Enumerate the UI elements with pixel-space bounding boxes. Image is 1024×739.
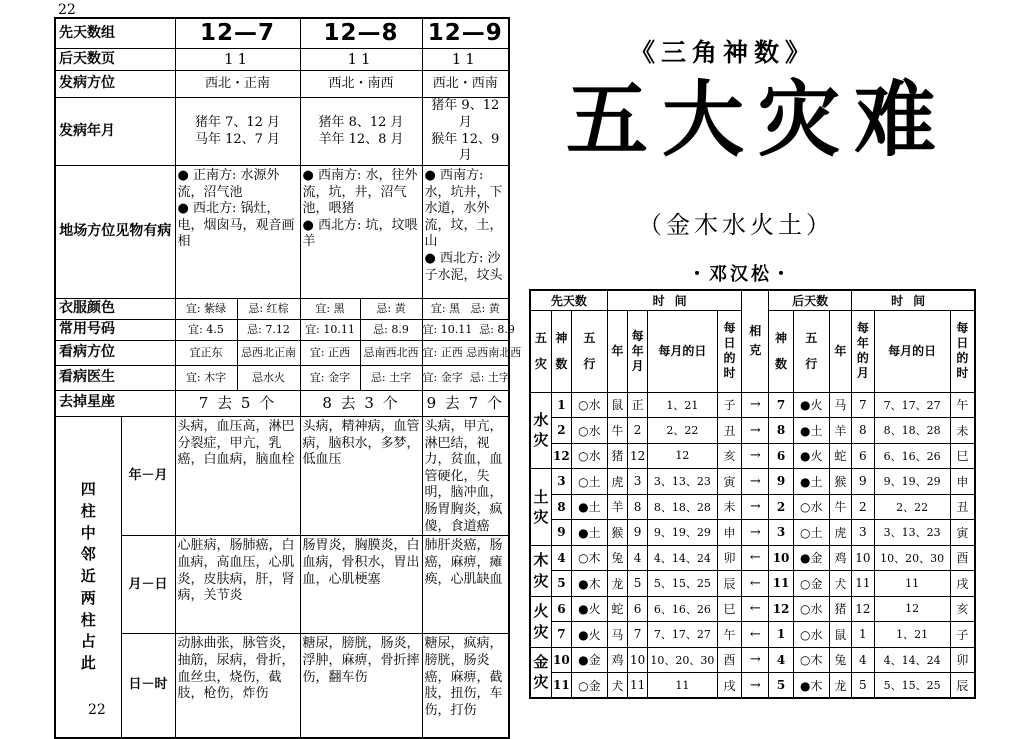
- cell-ri2: 5、15、25: [874, 673, 950, 699]
- page-value: 11: [300, 49, 422, 71]
- cell-zodiac: 猴: [607, 520, 627, 546]
- cell-shi: 寅: [717, 469, 742, 495]
- cell-wx: ○水: [571, 443, 607, 469]
- cell-yue: 2: [628, 418, 648, 444]
- color-value: [422, 298, 509, 319]
- site-line: ● 西南方: 水，往外流，坑，井，沼气池，喂猪: [302, 167, 418, 217]
- site-line: ● 西南方: 水，坑井，下水道，水外流，坟，土，山: [424, 167, 503, 250]
- cell-shi2: 卯: [950, 647, 975, 673]
- number-bad: 忌: 8.9: [479, 322, 515, 336]
- header-wuxing2: 五行: [793, 310, 829, 392]
- table-row: [530, 520, 975, 546]
- cell-yue2: 9: [852, 469, 874, 495]
- label-color: 衣服颜色: [55, 298, 175, 319]
- header-meiyuedi2: 每月的日: [874, 310, 950, 392]
- table-row: [530, 647, 975, 673]
- cell-ri2: 6、16、26: [874, 443, 950, 469]
- cell-n: 5: [551, 571, 571, 597]
- visit-good: 宜正东: [175, 340, 237, 365]
- cell-wx2: ○木: [793, 647, 829, 673]
- header-wuxing: 五行: [571, 310, 607, 392]
- years-value: [175, 98, 300, 166]
- header-time2: 时间: [852, 290, 975, 310]
- header-meiridi: 每日的时: [717, 310, 742, 392]
- cell-wx2: ●金: [793, 545, 829, 571]
- cell-shi: 丑: [717, 418, 742, 444]
- disaster-group-label: 土灾: [530, 469, 551, 546]
- label-day-hour: 日－时: [121, 634, 175, 738]
- cell-zodiac: 羊: [607, 494, 627, 520]
- group-value: 12—7: [175, 18, 300, 49]
- cell-ri: 8、18、28: [648, 494, 717, 520]
- cell-n2: 8: [769, 418, 794, 444]
- visit-bad: 忌西南北西: [466, 345, 522, 359]
- cell-yue: 正: [628, 392, 648, 418]
- color-good: 宜: 黑: [300, 298, 360, 319]
- year-line: 猪年 8、12 月: [318, 115, 404, 131]
- doctor-value: [422, 365, 509, 390]
- doctor-bad: 忌: 土字: [469, 370, 510, 384]
- table-row: [530, 622, 975, 648]
- cell-wx2: ○土: [793, 520, 829, 546]
- cell-ke: →: [742, 418, 769, 444]
- table-row: [530, 545, 975, 571]
- table-row: [530, 418, 975, 444]
- header-meiyuedi: 每月的日: [648, 310, 717, 392]
- visit-bad: 忌西北正南: [237, 340, 300, 365]
- cell-yue: 4: [628, 545, 648, 571]
- header-meinianyue2: 每年的月: [852, 310, 874, 392]
- cell-shi2: 午: [950, 392, 975, 418]
- cell-wx: ○水: [571, 418, 607, 444]
- cell-shi: 午: [717, 622, 742, 648]
- table-row: [530, 596, 975, 622]
- cell-zodiac: 兔: [607, 545, 627, 571]
- cell-wx2: ○水: [793, 596, 829, 622]
- cell-ri2: 12: [874, 596, 950, 622]
- cell-wx2: ○水: [793, 494, 829, 520]
- cell-n2: 7: [769, 392, 794, 418]
- cell-yue: 8: [628, 494, 648, 520]
- cell-zodiac2: 鸡: [829, 545, 851, 571]
- cell-yue2: 2: [852, 494, 874, 520]
- cell-n2: 11: [769, 571, 794, 597]
- cell-wx: ○水: [571, 392, 607, 418]
- cell-shi2: 丑: [950, 494, 975, 520]
- cell-ke: ←: [742, 622, 769, 648]
- cell-wx: ●火: [571, 596, 607, 622]
- visit-good: 宜: 正西: [300, 340, 360, 365]
- disease-day-hour: 动脉曲张，脉管炎，抽筋，尿病，骨折，血丝虫，烧伤，截肢，枪伤，炸伤: [175, 634, 300, 738]
- subtitle: （金木水火土）: [638, 211, 834, 239]
- disease-month-day: 心脏病，肠肺癌，白血病，高血压，心肌炎，皮肤病，肝，肾病，关节炎: [175, 536, 300, 634]
- number-bad: 忌: 7.12: [237, 319, 300, 340]
- page-number-top: 22: [58, 2, 76, 18]
- color-bad: 忌: 黄: [470, 301, 500, 315]
- header-houtian: 后天数: [769, 290, 852, 310]
- cell-n2: 4: [769, 647, 794, 673]
- doctor-good: 宜: 金字: [300, 365, 360, 390]
- color-good: 宜: 紫绿: [175, 298, 237, 319]
- number-good: 宜: 10.11: [300, 319, 360, 340]
- cell-yue2: 6: [852, 443, 874, 469]
- number-good: 宜: 4.5: [175, 319, 237, 340]
- direction-value: 西北・西南: [422, 71, 509, 98]
- cell-n: 4: [551, 545, 571, 571]
- cell-ri: 7、17、27: [648, 622, 717, 648]
- year-line: 猴年 12、9 月: [431, 131, 500, 164]
- cell-wx2: ○水: [793, 622, 829, 648]
- label-site: 地场方位见物有病: [55, 165, 175, 298]
- cell-n2: 6: [769, 443, 794, 469]
- table-row: [530, 673, 975, 699]
- doctor-good: 宜: 木字: [175, 365, 237, 390]
- disease-month-day: 肠胃炎，胸膜炎，白血病，骨积水，胃出血，心肌梗塞: [300, 536, 422, 634]
- cell-ke: →: [742, 469, 769, 495]
- cell-zodiac2: 鼠: [829, 622, 851, 648]
- cell-ri2: 1、21: [874, 622, 950, 648]
- disease-year-month: 头病，甲亢，淋巴结，视力，贫血，血管硬化，失明，脑冲血，肠胃胸炎，疯傻，食道癌: [422, 416, 509, 535]
- cell-wx: ○木: [571, 545, 607, 571]
- cell-wx: ●火: [571, 622, 607, 648]
- disaster-group-label: 水灾: [530, 392, 551, 469]
- cell-yue2: 12: [852, 596, 874, 622]
- cell-n2: 3: [769, 520, 794, 546]
- visit-good: 宜: 正西: [422, 345, 463, 359]
- cell-n: 3: [551, 469, 571, 495]
- header-shen: 神数: [551, 310, 571, 392]
- cell-shi2: 申: [950, 469, 975, 495]
- label-four-pillars: 四柱中邻近两柱占此: [55, 416, 121, 737]
- cell-zodiac2: 牛: [829, 494, 851, 520]
- direction-value: 西北・正南: [175, 71, 300, 98]
- cell-wx: ●金: [571, 647, 607, 673]
- color-bad: 忌: 黄: [360, 298, 422, 319]
- label-month-day: 月－日: [121, 536, 175, 634]
- year-line: 猪年 9、12 月: [431, 98, 500, 131]
- cell-ri: 9、19、29: [648, 520, 717, 546]
- cell-zodiac: 鼠: [607, 392, 627, 418]
- cell-wx2: ●火: [793, 443, 829, 469]
- cell-ke: →: [742, 443, 769, 469]
- site-line: ● 西北方: 沙子水泥，坟头: [424, 251, 503, 283]
- cell-shi: 卯: [717, 545, 742, 571]
- table-row: [530, 469, 975, 495]
- cell-shi: 辰: [717, 571, 742, 597]
- color-bad: 忌: 红棕: [237, 298, 300, 319]
- cell-yue2: 11: [852, 571, 874, 597]
- disaster-group-label: 火灾: [530, 596, 551, 647]
- cell-shi2: 未: [950, 418, 975, 444]
- cell-n: 8: [551, 494, 571, 520]
- cell-wx2: ●土: [793, 469, 829, 495]
- cell-ri2: 8、18、28: [874, 418, 950, 444]
- star-value: 7 去 5 个: [175, 390, 300, 416]
- cell-shi: 申: [717, 520, 742, 546]
- cell-ri2: 4、14、24: [874, 647, 950, 673]
- cell-zodiac: 虎: [607, 469, 627, 495]
- cell-yue2: 10: [852, 545, 874, 571]
- cell-ke: ←: [742, 571, 769, 597]
- doctor-good: 宜: 金字: [422, 370, 463, 384]
- header-meiridi2: 每日的时: [950, 310, 975, 392]
- page-value: 11: [175, 49, 300, 71]
- cell-zodiac2: 犬: [829, 571, 851, 597]
- cell-zodiac: 蛇: [607, 596, 627, 622]
- cell-shi: 亥: [717, 443, 742, 469]
- cell-n2: 12: [769, 596, 794, 622]
- label-number: 常用号码: [55, 319, 175, 340]
- cell-zodiac: 马: [607, 622, 627, 648]
- cell-ri2: 3、13、23: [874, 520, 950, 546]
- cell-zodiac: 犬: [607, 673, 627, 699]
- star-value: 8 去 3 个: [300, 390, 422, 416]
- cell-shi2: 酉: [950, 545, 975, 571]
- cell-yue: 7: [628, 622, 648, 648]
- cell-wx: ○金: [571, 673, 607, 699]
- cell-wx2: ●土: [793, 418, 829, 444]
- label-years: 发病年月: [55, 98, 175, 166]
- site-value: [175, 165, 300, 298]
- cell-shi2: 寅: [950, 520, 975, 546]
- site-line: ● 西北方: 坑，坟喂羊: [302, 217, 418, 250]
- label-year-month: 年－月: [121, 416, 175, 535]
- group-value: 12—8: [300, 18, 422, 49]
- group-value: 12—9: [422, 18, 509, 49]
- header-nian2: 年: [829, 310, 851, 392]
- cell-yue: 6: [628, 596, 648, 622]
- cell-yue2: 8: [852, 418, 874, 444]
- disease-month-day: 肺肝炎癌，肠癌，麻痹，瘫痪，心肌缺血: [422, 536, 509, 634]
- page-value: 11: [422, 49, 509, 71]
- cell-ri: 5、15、25: [648, 571, 717, 597]
- cell-yue2: 5: [852, 673, 874, 699]
- cell-ri: 1、21: [648, 392, 717, 418]
- cell-yue2: 4: [852, 647, 874, 673]
- disease-day-hour: 糖尿，膀胱，肠炎，浮肿，麻痹，骨折摔伤，翻车伤: [300, 634, 422, 738]
- cell-ke: →: [742, 520, 769, 546]
- site-line: ● 正南方: 水源外流，沼气池: [177, 167, 280, 200]
- site-line: ● 西北方: 锅灶，电，烟囱马，观音画相: [177, 201, 295, 250]
- cell-zodiac2: 猴: [829, 469, 851, 495]
- disaster-table: [529, 289, 976, 699]
- cell-yue2: 7: [852, 392, 874, 418]
- label-visit: 看病方位: [55, 340, 175, 365]
- cell-zodiac: 龙: [607, 571, 627, 597]
- header-xiantian: 先天数: [530, 290, 607, 310]
- cell-shi: 子: [717, 392, 742, 418]
- cell-ri: 6、16、26: [648, 596, 717, 622]
- cell-shi2: 巳: [950, 443, 975, 469]
- cell-n: 6: [551, 596, 571, 622]
- number-bad: 忌: 8.9: [360, 319, 422, 340]
- cell-shi2: 子: [950, 622, 975, 648]
- disease-year-month: 头病，精神病，血管病，脑积水，多梦，低血压: [300, 416, 422, 535]
- cell-ri: 2、22: [648, 418, 717, 444]
- cell-zodiac2: 羊: [829, 418, 851, 444]
- page-number-bottom: 22: [88, 702, 106, 718]
- visit-value: [422, 340, 522, 365]
- years-value: [422, 98, 509, 166]
- cell-n2: 5: [769, 673, 794, 699]
- disease-year-month: 头病，血压高，淋巴分裂症，甲亢，乳癌，白血病，脑血栓: [175, 416, 300, 535]
- header-nian: 年: [607, 310, 627, 392]
- table-row: [530, 494, 975, 520]
- table-row: [530, 443, 975, 469]
- doctor-bad: 忌: 土字: [360, 365, 422, 390]
- cell-shi2: 戌: [950, 571, 975, 597]
- cell-zodiac2: 蛇: [829, 443, 851, 469]
- cell-ri: 12: [648, 443, 717, 469]
- header-shen2: 神数: [769, 310, 794, 392]
- cell-zodiac2: 龙: [829, 673, 851, 699]
- header-zai: 五灾: [530, 310, 551, 392]
- cell-yue: 12: [628, 443, 648, 469]
- disease-day-hour: 糖尿，疯病，膀胱，肠炎癌，麻痹，截肢，扭伤，车伤，打伤: [422, 634, 509, 738]
- cell-n2: 9: [769, 469, 794, 495]
- cell-shi: 戌: [717, 673, 742, 699]
- cell-yue: 3: [628, 469, 648, 495]
- cell-n: 1: [551, 392, 571, 418]
- cell-shi: 巳: [717, 596, 742, 622]
- main-title: 五大灾难: [565, 73, 950, 168]
- cell-n2: 1: [769, 622, 794, 648]
- number-good: 宜: 10.11: [422, 322, 473, 336]
- doctor-bad: 忌水火: [237, 365, 300, 390]
- cell-zodiac: 牛: [607, 418, 627, 444]
- cell-shi: 酉: [717, 647, 742, 673]
- cell-n: 7: [551, 622, 571, 648]
- cell-wx: ●土: [571, 520, 607, 546]
- author: ・邓汉松・: [688, 264, 793, 285]
- table-row: [530, 392, 975, 418]
- cell-yue2: 1: [852, 622, 874, 648]
- cell-yue2: 3: [852, 520, 874, 546]
- cell-wx2: ○金: [793, 571, 829, 597]
- label-page: 后天数页: [55, 49, 175, 71]
- cell-yue: 11: [628, 673, 648, 699]
- cell-wx: ●木: [571, 571, 607, 597]
- label-group: 先天数组: [55, 18, 175, 49]
- cell-yue: 9: [628, 520, 648, 546]
- cell-wx: ○土: [571, 469, 607, 495]
- year-line: 猪年 7、12 月: [194, 115, 281, 131]
- cell-ri2: 9、19、29: [874, 469, 950, 495]
- label-star: 去掉星座: [55, 390, 175, 416]
- cell-ri2: 7、17、27: [874, 392, 950, 418]
- cell-zodiac2: 马: [829, 392, 851, 418]
- cell-n: 10: [551, 647, 571, 673]
- header-meinianyue: 每年月: [628, 310, 648, 392]
- cell-ke: →: [742, 647, 769, 673]
- cell-ke: ←: [742, 545, 769, 571]
- cell-ri: 3、13、23: [648, 469, 717, 495]
- cell-n: 12: [551, 443, 571, 469]
- series-title: 《三角神数》: [630, 38, 817, 67]
- year-line: 羊年 12、8 月: [318, 131, 404, 147]
- cell-n2: 10: [769, 545, 794, 571]
- cell-n: 2: [551, 418, 571, 444]
- cell-shi: 未: [717, 494, 742, 520]
- cell-ke: →: [742, 494, 769, 520]
- label-doctor: 看病医生: [55, 365, 175, 390]
- cell-yue: 10: [628, 647, 648, 673]
- cell-zodiac2: 兔: [829, 647, 851, 673]
- cell-ri2: 2、22: [874, 494, 950, 520]
- cell-n2: 2: [769, 494, 794, 520]
- color-good: 宜: 黑: [430, 301, 461, 315]
- cell-zodiac: 猪: [607, 443, 627, 469]
- site-value: [300, 165, 422, 298]
- cell-ri2: 10、20、30: [874, 545, 950, 571]
- table-row: [530, 571, 975, 597]
- cell-shi2: 亥: [950, 596, 975, 622]
- cell-ke: ←: [742, 596, 769, 622]
- cell-yue: 5: [628, 571, 648, 597]
- cell-n: 11: [551, 673, 571, 699]
- cell-ri2: 11: [874, 571, 950, 597]
- star-value: 9 去 7 个: [422, 390, 509, 416]
- cell-wx: ●土: [571, 494, 607, 520]
- years-value: [300, 98, 422, 166]
- cell-ri: 11: [648, 673, 717, 699]
- left-fortune-table: [54, 17, 522, 739]
- cell-ri: 10、20、30: [648, 647, 717, 673]
- cell-zodiac2: 猪: [829, 596, 851, 622]
- header-time: 时间: [607, 290, 742, 310]
- cell-ke: →: [742, 673, 769, 699]
- cell-ke: →: [742, 392, 769, 418]
- year-line: 马年 12、7 月: [194, 131, 281, 147]
- disaster-group-label: 金灾: [530, 647, 551, 698]
- visit-bad: 忌南西北西: [360, 340, 422, 365]
- cell-zodiac: 鸡: [607, 647, 627, 673]
- cell-wx2: ●火: [793, 392, 829, 418]
- cell-shi2: 辰: [950, 673, 975, 699]
- site-value: [422, 165, 509, 298]
- cell-wx2: ●木: [793, 673, 829, 699]
- number-value: [422, 319, 515, 340]
- cell-ri: 4、14、24: [648, 545, 717, 571]
- disaster-group-label: 木灾: [530, 545, 551, 596]
- label-direction: 发病方位: [55, 71, 175, 98]
- direction-value: 西北・南西: [300, 71, 422, 98]
- cell-zodiac2: 虎: [829, 520, 851, 546]
- header-xiangke: 相克: [742, 290, 769, 392]
- cell-n: 9: [551, 520, 571, 546]
